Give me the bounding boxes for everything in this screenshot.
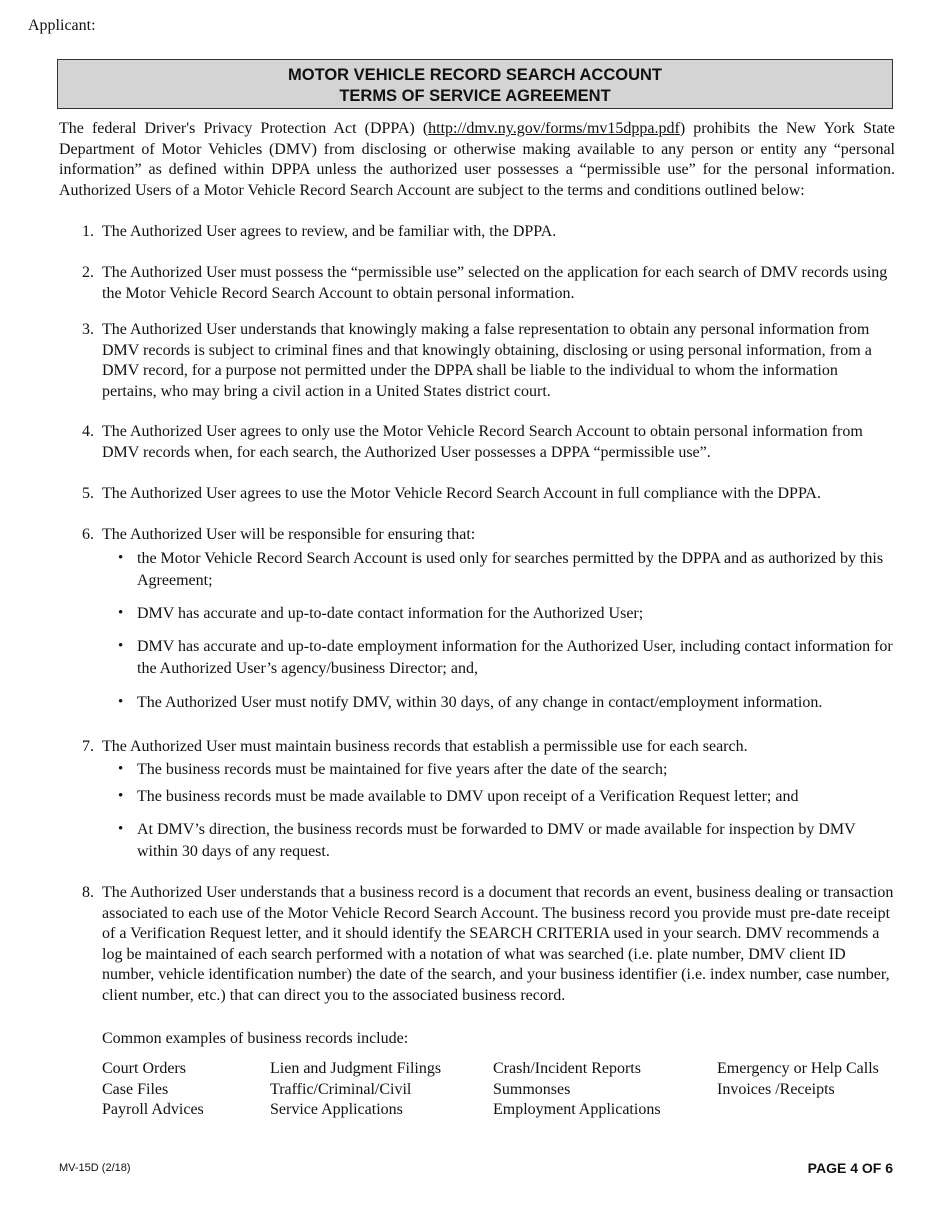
bullet-text: The business records must be maintained for five years after the date of the search; — [137, 761, 668, 778]
term-text: The Authorized User must possess the “permissible use” selected on the application for each search of DMV records using the Motor Vehicle Record Search Account to obtain personal information. — [102, 264, 888, 302]
examples-intro: Common examples of business records include: — [102, 1030, 409, 1047]
term-text: The Authorized User understands that a business record is a document that records an event, business dealing or transaction associated to each use of the Motor Vehicle Record Search Account. The business record you provide must pre-date receipt of a Verification Request letter, and it should identify the SEARCH CRITERIA used in your search. DMV recommends a log be maintained of each search performed with a notation of what was searched (i.e. plate number, DMV client ID number, vehicle identification number) the date of the search, and your business identifier (i.e. index number, case number, client number, etc.) that can direct you to the associated business record. — [102, 884, 894, 1004]
term-text: The Authorized User agrees to only use the Motor Vehicle Record Search Account to obtain personal information from DMV records when, for each search, the Authorized User possesses a DPPA “permissible use”. — [102, 423, 863, 461]
term-number: 3. — [82, 321, 94, 338]
bullet-text: The business records must be made available to DMV upon receipt of a Verification Request letter; and — [137, 788, 799, 805]
example-item: Lien and Judgment Filings — [270, 1060, 442, 1077]
example-item: Invoices /Receipts — [717, 1080, 835, 1098]
title-line-1: MOTOR VEHICLE RECORD SEARCH ACCOUNT — [287, 66, 662, 84]
term-bullet — [118, 692, 894, 714]
examples-column — [717, 1059, 879, 1100]
term-number: 7. — [82, 738, 94, 755]
example-item: Service Applications — [270, 1101, 403, 1118]
term-item — [82, 422, 894, 463]
bullet-icon: • — [118, 550, 124, 566]
form-id: MV-15D (2/18) — [59, 1162, 131, 1174]
example-item: Employment Applications — [493, 1101, 661, 1118]
bullet-icon: • — [118, 638, 124, 654]
bullet-icon: • — [118, 788, 124, 804]
term-number: 5. — [82, 485, 94, 502]
page-number: PAGE 4 OF 6 — [807, 1160, 893, 1176]
bullet-text: At DMV’s direction, the business records must be forwarded to DMV or made available for inspection by DMV within 30 days of any request. — [137, 821, 856, 860]
term-text: The Authorized User agrees to review, and be familiar with, the DPPA. — [102, 223, 557, 240]
bullet-icon: • — [118, 761, 124, 777]
term-text: The Authorized User understands that knowingly making a false representation to obtain any personal information from DMV records is subject to criminal fines and that knowingly obtaining, disclosing or using personal information, from a DMV record, for a purpose not permitted under the DPPA shall be liable to the individual to whom the information pertains, who may bring a civil action in a United States district court. — [102, 321, 872, 400]
intro-paragraph — [59, 119, 895, 201]
example-item: Court Orders — [102, 1060, 186, 1077]
bullet-text: DMV has accurate and up-to-date employment information for the Authorized User, including contact information for the Authorized User’s agency/business Director; and, — [137, 638, 893, 677]
example-item: Case Files — [102, 1080, 169, 1098]
term-bullet — [118, 636, 894, 680]
term-bullet — [118, 603, 894, 625]
page-title — [57, 59, 893, 109]
intro-text-end: ) prohibits the New York State Department of Motor Vehicles (DMV) from disclosing or otherwise making available to any person or entity any “personal information” as defined within DPPA unless the authorized user possesses a “permissible use” for the personal information. Authorized Users of a Motor Vehicle Record Search Account are subject to the terms and conditions outlined below: — [59, 120, 895, 199]
dppa-link[interactable]: http://dmv.ny.gov/forms/mv15dppa.pdf — [428, 120, 680, 137]
bullet-icon: • — [118, 821, 124, 837]
example-item: Summonses — [493, 1080, 571, 1098]
bullet-text: DMV has accurate and up-to-date contact information for the Authorized User; — [137, 605, 644, 622]
bullet-icon: • — [118, 605, 124, 621]
term-item — [82, 525, 894, 546]
example-item: Payroll Advices — [102, 1101, 204, 1118]
term-item — [82, 484, 894, 505]
term-item — [82, 263, 894, 304]
examples-column — [102, 1059, 204, 1121]
bullet-text: the Motor Vehicle Record Search Account is used only for searches permitted by the DPPA and as authorized by this Agreement; — [137, 550, 884, 589]
term-item — [82, 883, 894, 1006]
term-item — [82, 737, 894, 758]
example-item: Emergency or Help Calls — [717, 1060, 879, 1077]
term-number: 8. — [82, 884, 94, 901]
term-bullet — [118, 759, 894, 781]
example-item: Crash/Incident Reports — [493, 1060, 641, 1077]
example-item: Traffic/Criminal/Civil — [270, 1080, 412, 1098]
term-bullet — [118, 786, 894, 808]
intro-text-start: The federal Driver's Privacy Protection Act (DPPA) ( — [59, 120, 429, 137]
term-text: The Authorized User must maintain business records that establish a permissible use for each search. — [102, 738, 748, 755]
bullet-text: The Authorized User must notify DMV, within 30 days, of any change in contact/employment information. — [137, 694, 823, 711]
term-item — [82, 320, 894, 402]
examples-column — [270, 1059, 441, 1121]
term-item — [82, 222, 894, 243]
term-number: 4. — [82, 423, 94, 440]
bullet-icon: • — [118, 694, 124, 710]
title-line-2: TERMS OF SERVICE AGREEMENT — [339, 87, 611, 105]
term-text: The Authorized User agrees to use the Motor Vehicle Record Search Account in full compliance with the DPPA. — [102, 485, 821, 502]
term-bullet — [118, 548, 894, 592]
term-number: 1. — [82, 223, 94, 240]
term-bullet — [118, 819, 894, 863]
term-text: The Authorized User will be responsible for ensuring that: — [102, 526, 476, 543]
term-number: 6. — [82, 526, 94, 543]
examples-column — [493, 1059, 661, 1121]
term-number: 2. — [82, 264, 94, 281]
applicant-label: Applicant: — [28, 17, 96, 34]
